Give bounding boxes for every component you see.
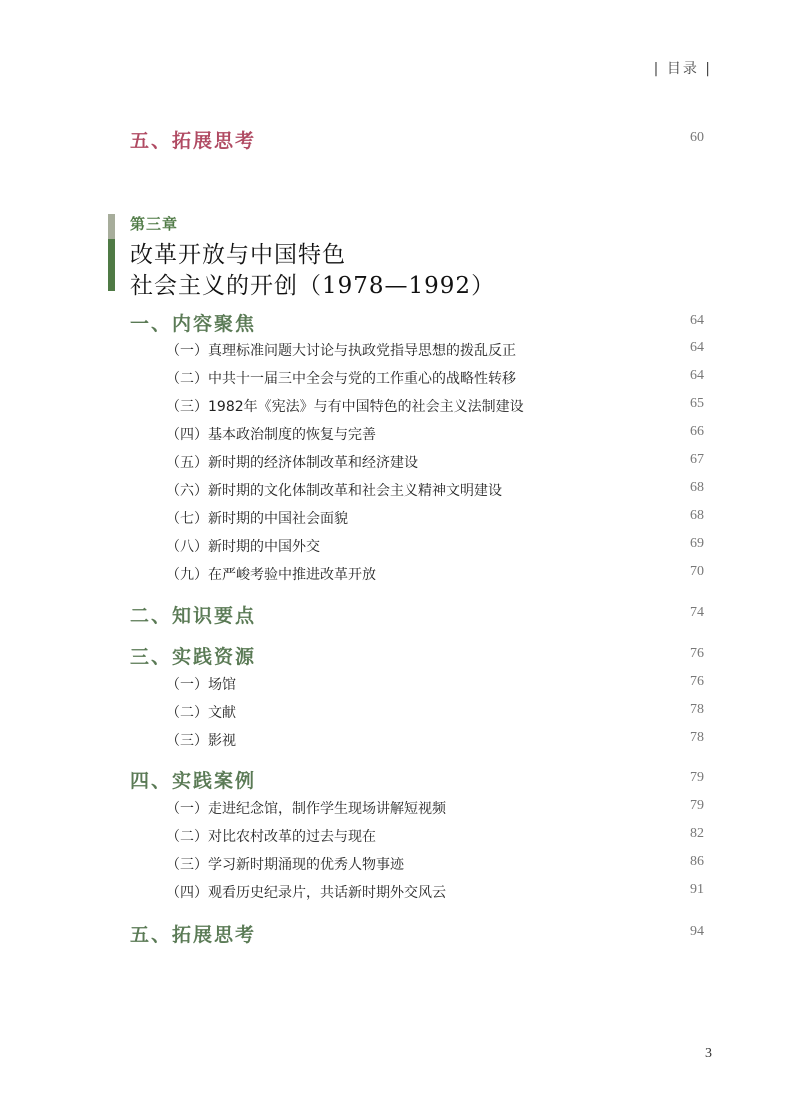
- section-title: 一、内容聚焦: [130, 313, 257, 335]
- page-ref: 65: [690, 396, 704, 411]
- section-title: 五、拓展思考: [130, 130, 257, 152]
- section-title: 二、知识要点: [130, 605, 257, 627]
- toc-subitem[interactable]: [0, 674, 800, 702]
- subitem-title: （三）影视: [166, 733, 236, 749]
- page-ref: 66: [690, 424, 704, 439]
- toc-section-1[interactable]: [0, 309, 800, 337]
- toc-section-2[interactable]: [0, 601, 800, 629]
- subitem-title: （二）对比农村改革的过去与现在: [166, 829, 376, 845]
- subitem-title: （二）中共十一届三中全会与党的工作重心的战略性转移: [166, 371, 516, 387]
- chapter-title-line2: 社会主义的开创（1978—1992）: [130, 273, 496, 299]
- page-ref: 91: [690, 882, 704, 897]
- subitem-title: （五）新时期的经济体制改革和经济建设: [166, 455, 418, 471]
- toc-subitem[interactable]: [0, 452, 800, 480]
- toc-subitem[interactable]: [0, 798, 800, 826]
- page-ref: 82: [690, 826, 704, 841]
- page-ref: 86: [690, 854, 704, 869]
- page-number: 3: [705, 1046, 712, 1061]
- toc-subitem[interactable]: [0, 564, 800, 592]
- page-ref: 69: [690, 536, 704, 551]
- page-ref: 68: [690, 480, 704, 495]
- page-ref: 74: [690, 605, 704, 620]
- toc-subitem[interactable]: [0, 508, 800, 536]
- subitem-title: （一）场馆: [166, 677, 236, 693]
- page-ref: 78: [690, 702, 704, 717]
- subitem-title: （四）基本政治制度的恢复与完善: [166, 427, 376, 443]
- page-ref: 79: [690, 770, 704, 785]
- subitem-title: （一）真理标准问题大讨论与执政党指导思想的拨乱反正: [166, 343, 516, 359]
- page-ref: 70: [690, 564, 704, 579]
- toc-subitem[interactable]: [0, 730, 800, 758]
- chapter-label: 第三章: [130, 215, 179, 233]
- subitem-title: （一）走进纪念馆，制作学生现场讲解短视频: [166, 801, 446, 817]
- toc-entry-top-extension[interactable]: [0, 126, 800, 154]
- toc-section-5[interactable]: [0, 920, 800, 948]
- page-ref: 64: [690, 313, 704, 328]
- toc-subitem[interactable]: [0, 480, 800, 508]
- page-ref: 76: [690, 674, 704, 689]
- section-title: 三、实践资源: [130, 646, 257, 668]
- toc-subitem[interactable]: [0, 826, 800, 854]
- section-title: 五、拓展思考: [130, 924, 257, 946]
- subitem-title: （九）在严峻考验中推进改革开放: [166, 567, 376, 583]
- toc-subitem[interactable]: [0, 536, 800, 564]
- page-ref: 67: [690, 452, 704, 467]
- subitem-title: （三）学习新时期涌现的优秀人物事迹: [166, 857, 404, 873]
- toc-subitem[interactable]: [0, 882, 800, 910]
- toc-section-3[interactable]: [0, 642, 800, 670]
- subitem-title: （八）新时期的中国外交: [166, 539, 320, 555]
- subitem-title: （二）文献: [166, 705, 236, 721]
- toc-subitem[interactable]: [0, 368, 800, 396]
- toc-subitem[interactable]: [0, 424, 800, 452]
- subitem-title: （三）1982年《宪法》与有中国特色的社会主义法制建设: [166, 399, 524, 415]
- page-ref: 94: [690, 924, 704, 939]
- chapter-bar-dark: [108, 239, 115, 291]
- header-label: | 目录 |: [653, 61, 712, 77]
- subitem-title: （六）新时期的文化体制改革和社会主义精神文明建设: [166, 483, 502, 499]
- section-title: 四、实践案例: [130, 770, 257, 792]
- chapter-title-line1: 改革开放与中国特色: [130, 242, 346, 268]
- page-ref: 64: [690, 340, 704, 355]
- page-ref: 64: [690, 368, 704, 383]
- page-ref: 68: [690, 508, 704, 523]
- toc-subitem[interactable]: [0, 396, 800, 424]
- page-ref: 78: [690, 730, 704, 745]
- toc-subitem[interactable]: [0, 340, 800, 368]
- toc-section-4[interactable]: [0, 766, 800, 794]
- toc-subitem[interactable]: [0, 702, 800, 730]
- subitem-title: （四）观看历史纪录片，共话新时期外交风云: [166, 885, 446, 901]
- page-ref: 60: [690, 130, 704, 145]
- toc-subitem[interactable]: [0, 854, 800, 882]
- page-ref: 76: [690, 646, 704, 661]
- chapter-bar-light: [108, 214, 115, 239]
- subitem-title: （七）新时期的中国社会面貌: [166, 511, 348, 527]
- page-ref: 79: [690, 798, 704, 813]
